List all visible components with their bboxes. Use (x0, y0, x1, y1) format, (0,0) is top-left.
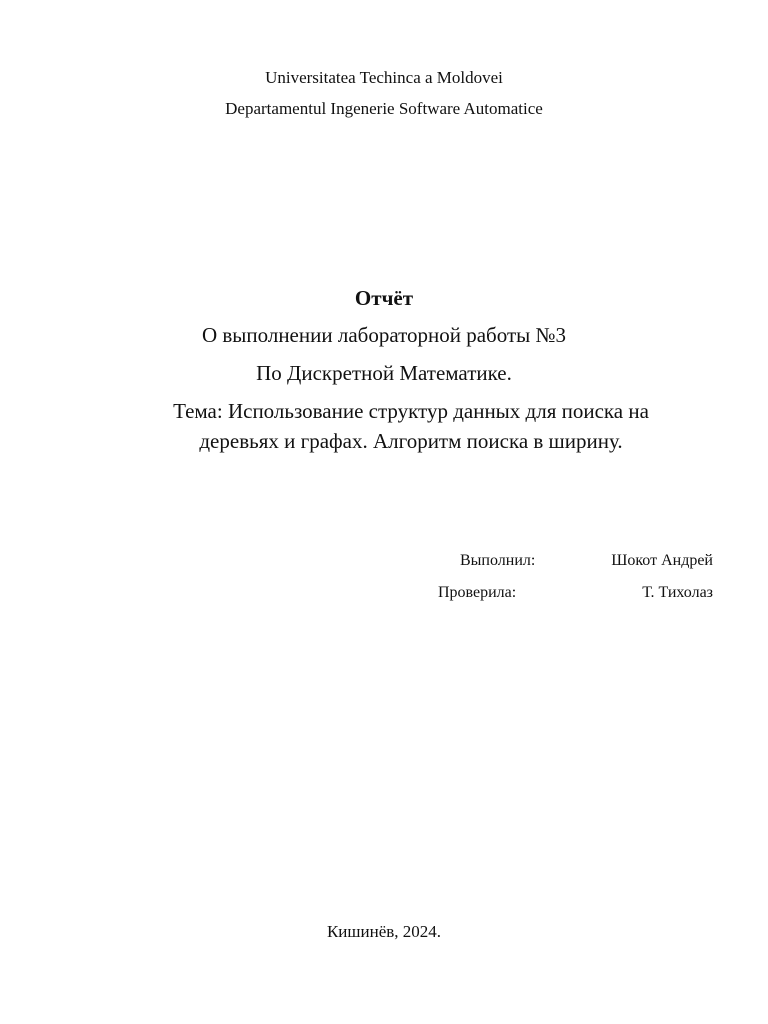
checked-label: Проверила: (438, 584, 517, 601)
place-and-year: Кишинёв, 2024. (326, 922, 442, 941)
performed-name: Шокот Андрей (611, 552, 713, 569)
university-name: Universitatea Techinca a Moldovei (265, 68, 503, 87)
report-topic: Тема: Использование структур данных для поиска на деревьях и графах. Алгоритм поиска в ширину. (173, 399, 649, 453)
department-name: Departamentul Ingenerie Software Automatice (225, 99, 543, 118)
performed-label: Выполнил: (460, 552, 536, 569)
report-lab-line: О выполнении лабораторной работы №3 (201, 323, 567, 347)
report-subject-line: По Дискретной Математике. (256, 361, 512, 385)
checked-name: Т. Тихолаз (642, 584, 713, 601)
report-title: Отчёт (354, 286, 414, 310)
